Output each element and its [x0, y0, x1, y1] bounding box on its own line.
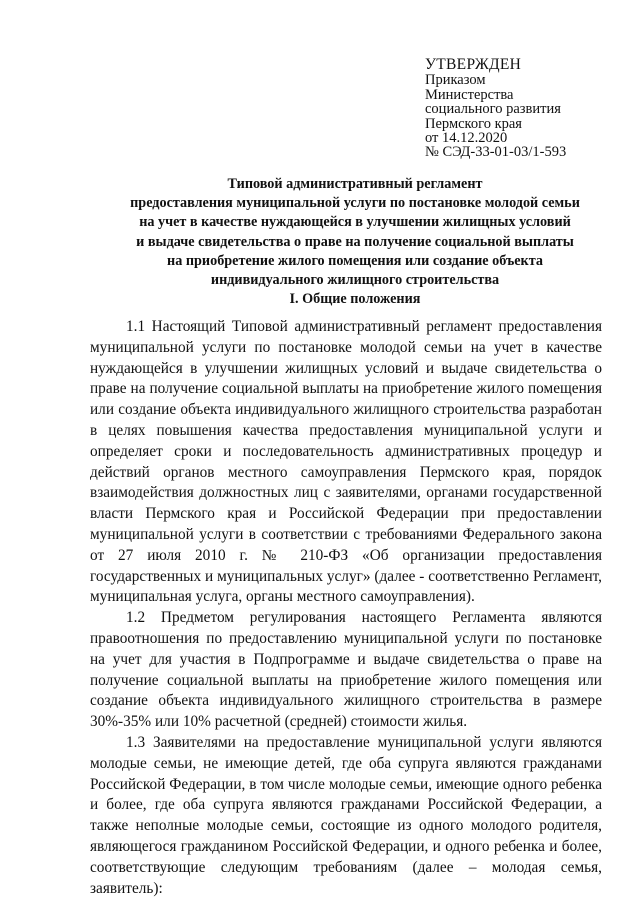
title-line: Типовой административный регламент [227, 176, 483, 192]
paragraph-1-1: 1.1 Настоящий Типовой административный регламент предоставления муниципальной услуги по постановке молодой семьи на учет в качестве нуждающейся в улучшении жилищных условий и выдаче свидетельства о праве на получение социальной выплаты на приобретение жилого помещения или создание объекта индивидуального жилищного строительства разработан в целях повышения качества предоставления муниципальной услуги и определяет сроки и последовательность административных процедур и действий органов местного самоуправления Пермского края, порядок взаимодействия должностных лиц с заявителями, органами государственной власти Пермского края и Российской Федерации при предоставлении муниципальной услуги в соответствии с требованиями Федерального закона от 27 июля 2010 г. № 210-ФЗ «Об организации предоставления государственных и муниципальных услуг» (далее - соответственно Регламент, муниципальная услуга, органы местного самоуправления). [90, 318, 602, 606]
approval-line: Пермского края [425, 115, 522, 132]
approval-line: от 14.12.2020 [425, 130, 508, 147]
paragraph-1-2: 1.2 Предметом регулирования настоящего Регламента являются правоотношения по предоставлению муниципальной услуги по постановке на учет для участия в Подпрограмме и выдаче свидетельства о праве на получение социальной выплаты на приобретение жилого помещения или создание объекта индивидуального жилищного строительства в размере 30%-35% или 10% расчетной (средней) стоимости жилья. [90, 609, 602, 731]
title-line: на учет в качестве нуждающейся в улучшении жилищных условий [139, 214, 571, 231]
title-line: индивидуального жилищного строительства [210, 272, 500, 289]
title-line: предоставления муниципальной услуги по постановке молодой семьи [130, 195, 580, 212]
section-heading: I. Общие положения [289, 291, 421, 308]
approval-line: № СЭД-33-01-03/1-593 [425, 144, 567, 161]
approval-line: Приказом [425, 72, 486, 89]
document-body [90, 317, 602, 899]
paragraph-1-3: 1.3 Заявителями на предоставление муниципальной услуги являются молодые семьи, не имеющие детей, где оба супруга являются гражданами Российской Федерации, в том числе молодые семьи, имеющие одного ребенка и более, где оба супруга являются гражданами Российской Федерации, а также неполные молодые семьи, состоящие из одного молодого родителя, являющегося гражданином Российской Федерации, и одного ребенка и более, соответствующие следующим требованиям (далее – молодая семья, заявитель): [90, 733, 602, 897]
title-line: на приобретение жилого помещения или создание объекта [167, 252, 543, 269]
title-line: и выдаче свидетельства о праве на получение социальной выплаты [136, 233, 574, 250]
approval-line: социального развития [425, 101, 561, 118]
approval-line: Министерства [425, 86, 514, 103]
approval-stamp [425, 58, 566, 160]
approval-heading: УТВЕРЖДЕН [425, 56, 522, 73]
document-title [90, 175, 620, 309]
